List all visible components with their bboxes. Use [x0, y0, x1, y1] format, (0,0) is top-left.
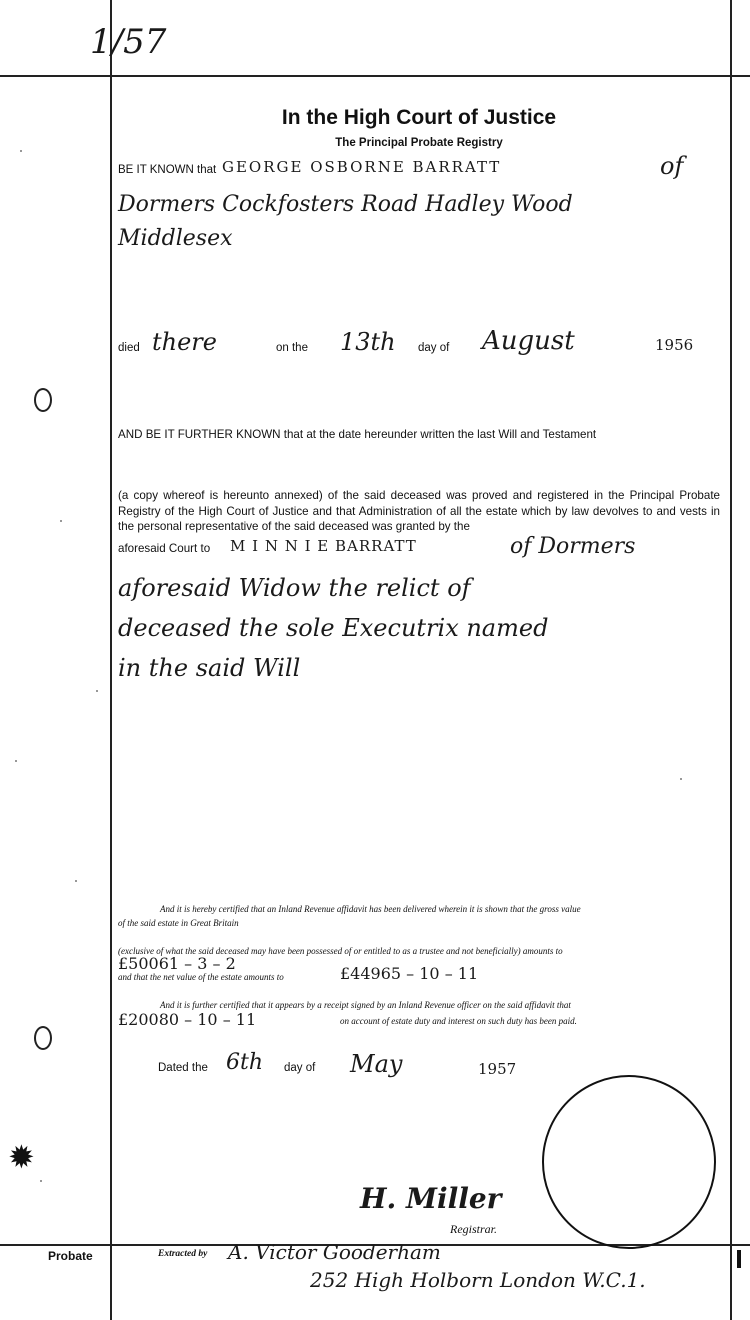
speck — [15, 760, 17, 762]
on-the-label: on the — [276, 342, 308, 354]
extracted-by-label: Extracted by — [158, 1249, 208, 1259]
dated-year: 1957 — [478, 1060, 517, 1078]
speck — [96, 690, 98, 692]
top-rule — [0, 75, 750, 77]
left-margin-line — [110, 0, 112, 1320]
certification-line1b: of the said estate in Great Britain — [118, 918, 239, 928]
deceased-name: GEORGE OSBORNE BARRATT — [222, 158, 502, 176]
day-of-label: day of — [418, 342, 450, 354]
gross-value: £50061 – 3 – 2 — [118, 954, 236, 973]
death-month: August — [482, 326, 575, 356]
registrar-title: Registrar. — [450, 1222, 498, 1236]
estate-duty-tail: on account of estate duty and interest on such duty has been paid. — [340, 1016, 577, 1026]
court-seal — [542, 1075, 716, 1249]
grantee-name: M I N N I E BARRATT — [230, 537, 417, 555]
dated-day-of: day of — [284, 1062, 316, 1074]
registry-subtitle: The Principal Probate Registry — [335, 137, 503, 149]
grant-paragraph: (a copy whereof is hereunto annexed) of the said deceased was proved and registered in the Principal Probate Registry of the High Court of Justice and that Administration of all the estate which by law devolves to and vests in the personal representative of the said deceased was granted by the — [118, 489, 720, 533]
court-to-label: aforesaid Court to — [118, 542, 211, 555]
certification-line1: And it is hereby certified that an Inland Revenue affidavit has been delivered wherein it is shown that the gross value — [160, 904, 581, 914]
certification-line2: (exclusive of what the said deceased may have been possessed of or entitled to as a trustee and not beneficially) amounts to — [118, 946, 563, 956]
speck — [680, 778, 682, 780]
death-place: there — [152, 328, 217, 356]
binder-hole-lower — [34, 1026, 52, 1050]
speck — [75, 880, 77, 882]
net-value-label: and that the net value of the estate amounts to — [118, 972, 284, 982]
known-prefix: BE IT KNOWN that — [118, 164, 217, 176]
probate-label: Probate — [48, 1249, 93, 1263]
grant-hand-line3: deceased the sole Executrix named — [118, 614, 549, 642]
speck — [40, 1180, 42, 1182]
dated-month: May — [350, 1050, 403, 1078]
certification-line3: And it is further certified that it appears by a receipt signed by an Inland Revenue officer on the said affidavit that — [160, 1000, 571, 1010]
court-title: In the High Court of Justice — [281, 106, 557, 129]
grantee-of: of Dormers — [510, 534, 636, 559]
right-margin-line — [730, 0, 732, 1320]
extractor-address: 252 High Holborn London W.C.1. — [310, 1268, 646, 1292]
died-label: died — [118, 342, 140, 354]
left-scribble-mark: ✹ — [8, 1138, 35, 1176]
speck — [20, 150, 22, 152]
death-day: 13th — [340, 328, 396, 356]
extractor-name: A. Victor Gooderham — [228, 1240, 441, 1264]
grant-hand-line2: aforesaid Widow the relict of — [118, 574, 471, 602]
grant-hand-line4: in the said Will — [118, 654, 301, 682]
binder-hole-upper — [34, 388, 52, 412]
dated-label: Dated the — [158, 1062, 208, 1074]
deceased-address-line2: Middlesex — [118, 226, 233, 251]
further-known-line: AND BE IT FURTHER KNOWN that at the date hereunder written the last Will and Testament — [118, 428, 597, 441]
right-edge-mark — [737, 1250, 741, 1268]
death-year: 1956 — [655, 336, 694, 354]
net-value: £44965 – 10 – 11 — [340, 964, 479, 983]
speck — [60, 520, 62, 522]
deceased-address-line1: Dormers Cockfosters Road Hadley Wood — [118, 192, 573, 217]
dated-day: 6th — [226, 1050, 264, 1075]
deceased-of: of — [660, 152, 684, 180]
estate-duty-value: £20080 – 10 – 11 — [118, 1010, 257, 1029]
registrar-signature: H. Miller — [360, 1182, 502, 1215]
corner-note: 1/57 — [90, 22, 167, 62]
